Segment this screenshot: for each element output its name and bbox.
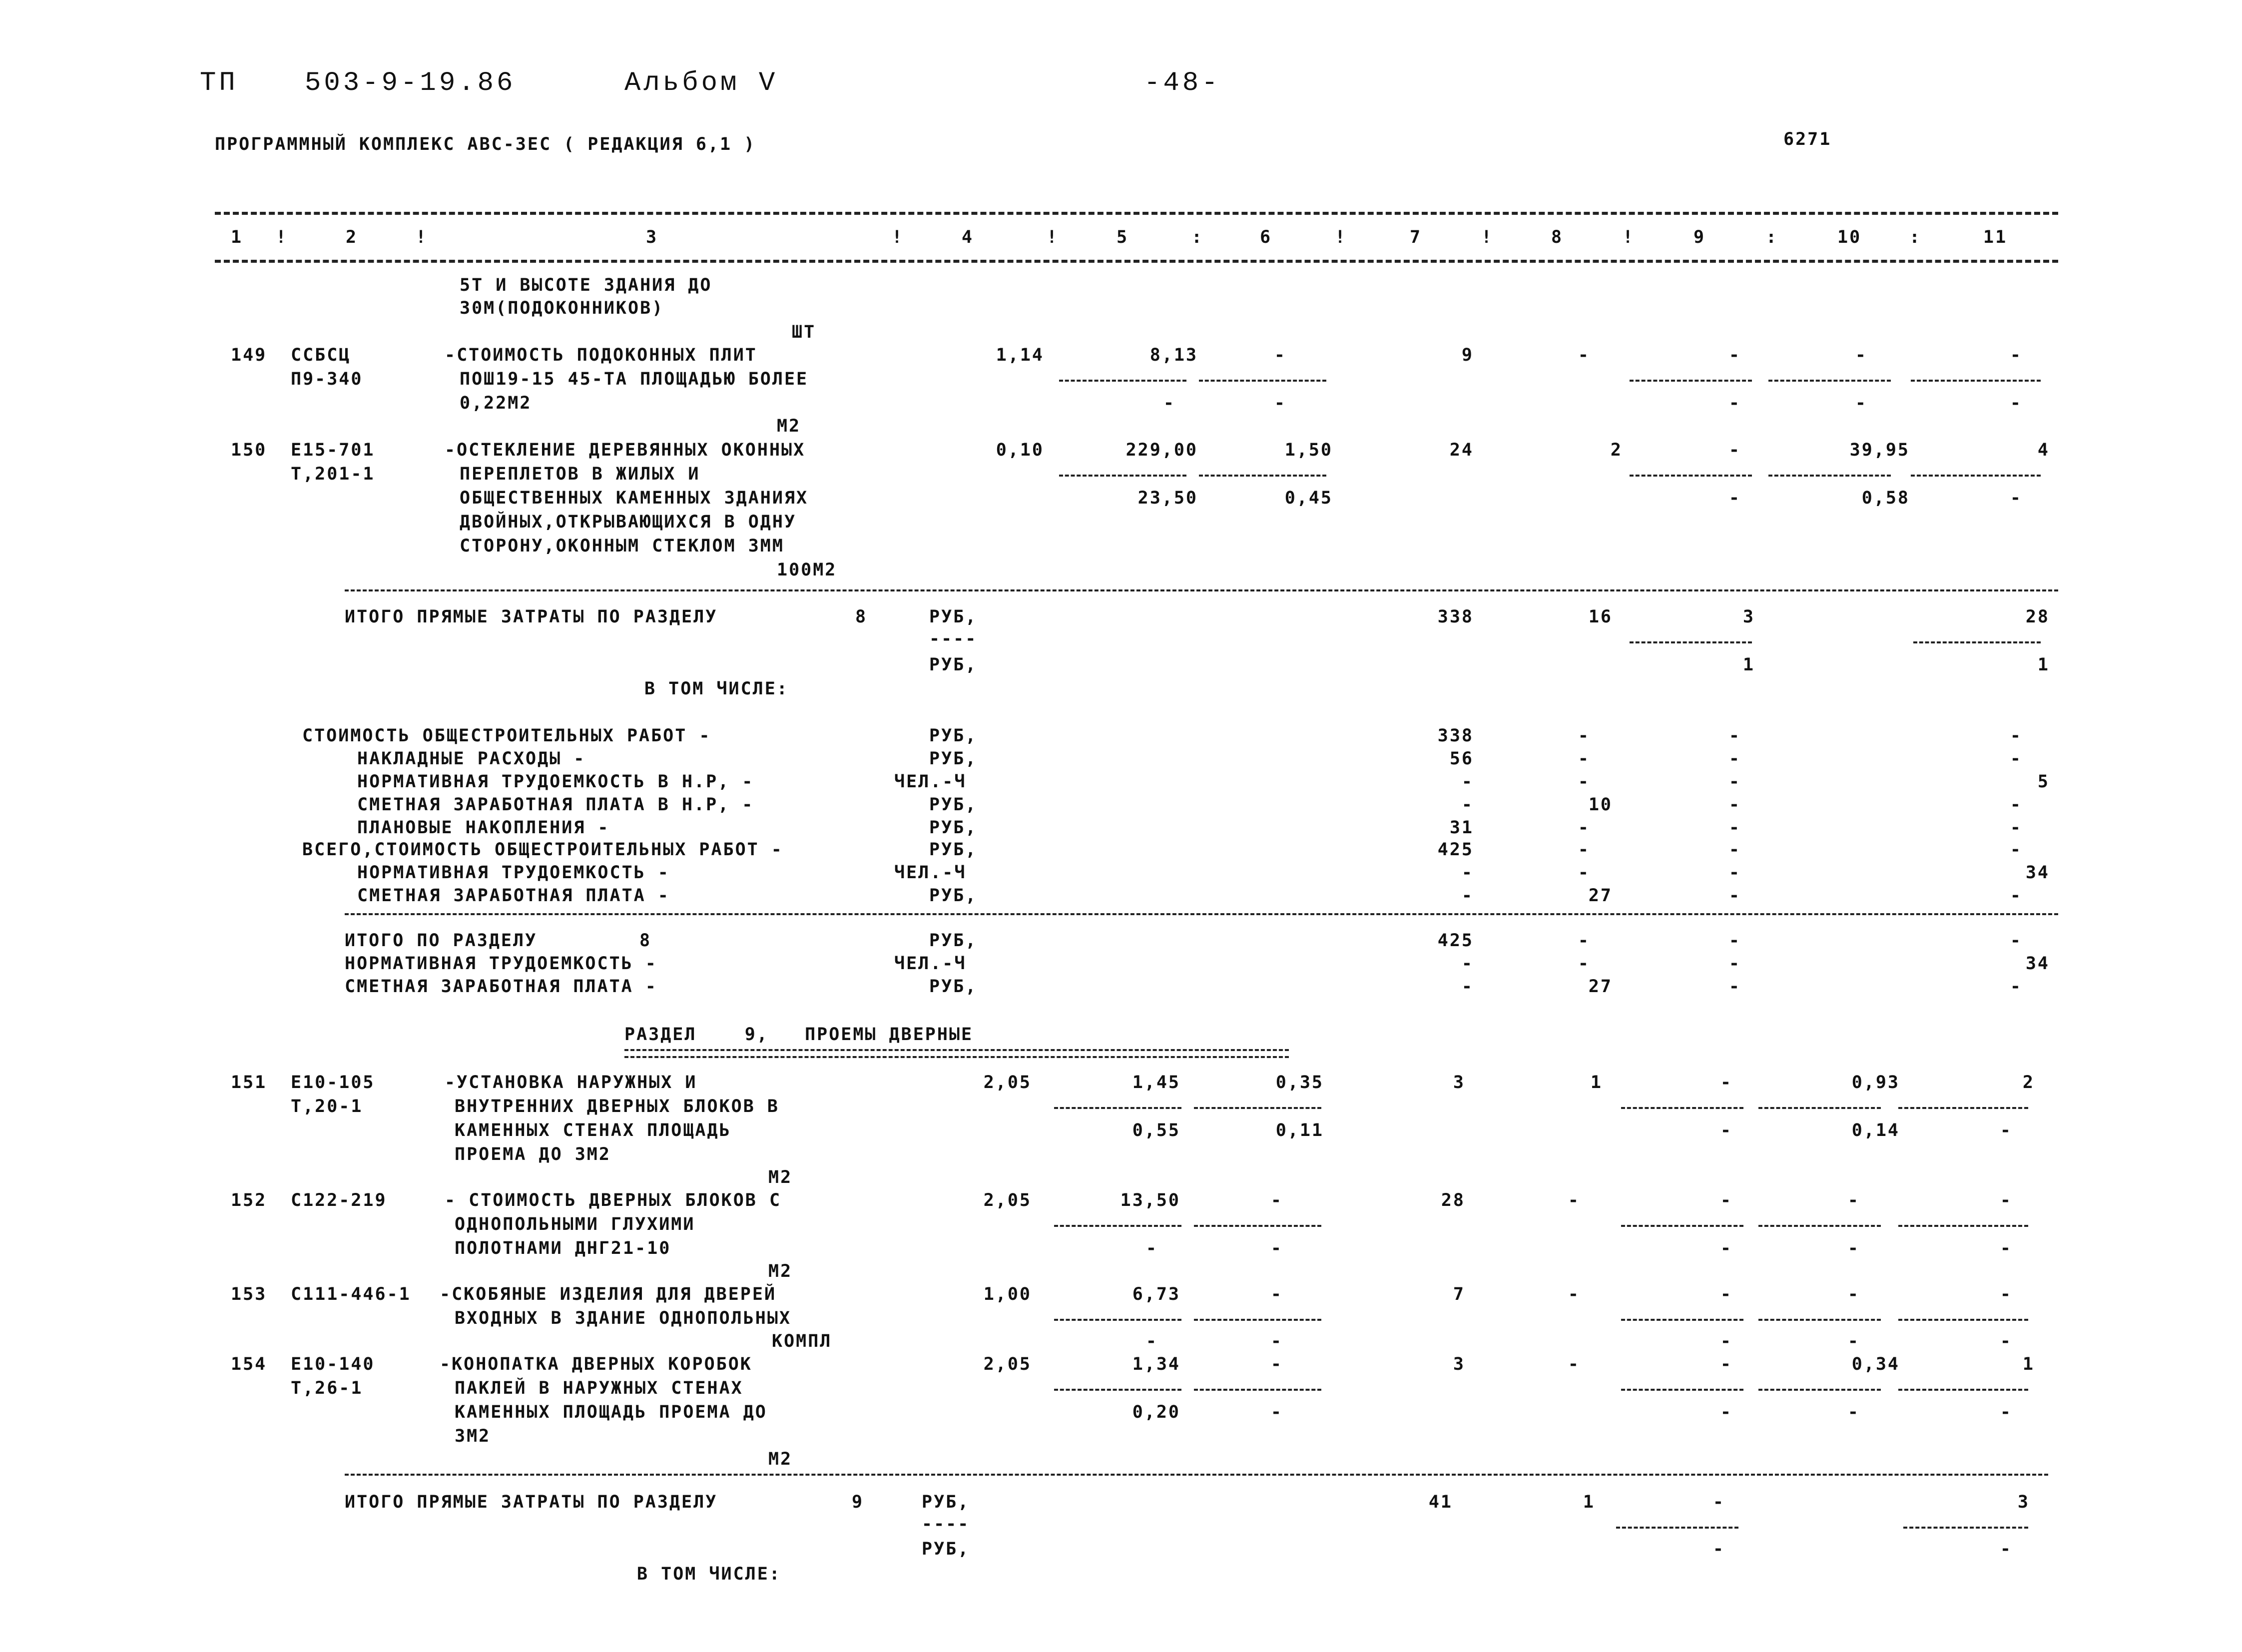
cost-cell: - <box>1461 795 1474 815</box>
cost-cell: - <box>2000 1402 2012 1422</box>
cost-cell: - <box>2000 1539 2012 1559</box>
cost-cell: - <box>1720 1073 1732 1093</box>
norm-code: С111-446-1 <box>291 1284 411 1304</box>
divider <box>1054 1107 1181 1109</box>
continued-text: 5Т И ВЫСОТЕ ЗДАНИЯ ДО <box>460 275 712 295</box>
unit-label: М2 <box>768 1167 793 1187</box>
page-number: -48- <box>1144 68 1221 98</box>
cost-cell: - <box>1720 1238 1732 1258</box>
divider <box>1059 380 1186 382</box>
column-header: 2 <box>346 227 358 247</box>
summary-label: СМЕТНАЯ ЗАРАБОТНАЯ ПЛАТА - <box>357 886 670 906</box>
total-label: ИТОГО ПРЯМЫЕ ЗАТРАТЫ ПО РАЗДЕЛУ <box>345 1492 718 1512</box>
cost-cell: 23,50 <box>1137 488 1198 508</box>
cost-cell: 338 <box>1437 607 1474 627</box>
norm-code: Т,201-1 <box>291 464 375 484</box>
cost-cell: - <box>1728 863 1741 883</box>
cost-cell: - <box>1270 1402 1283 1422</box>
cost-cell: 0,45 <box>1284 488 1333 508</box>
section-number: 8 <box>855 607 868 627</box>
divider <box>1768 475 1891 477</box>
cost-cell: 56 <box>1449 749 1474 769</box>
cost-cell: - <box>1145 1331 1158 1351</box>
work-description: ВНУТРЕННИХ ДВЕРНЫХ БЛОКОВ В <box>455 1097 779 1116</box>
divider <box>1911 475 2041 477</box>
album-label: Альбом V <box>624 68 778 98</box>
cost-cell: 24 <box>1449 440 1474 460</box>
cost-cell: 425 <box>1437 931 1474 951</box>
tp-label: ТП <box>200 68 238 98</box>
cost-cell: 3 <box>2017 1492 2030 1512</box>
divider <box>1194 1225 1321 1227</box>
divider <box>1898 1319 2028 1321</box>
divider <box>1768 380 1891 382</box>
cost-cell: 229,00 <box>1125 440 1198 460</box>
row-number: 149 <box>231 345 267 365</box>
column-header: 11 <box>1983 227 2008 247</box>
cost-cell: - <box>1728 488 1741 508</box>
cost-cell: 0,35 <box>1275 1073 1324 1093</box>
column-separator: ! <box>276 227 288 247</box>
unit-label: РУБ, <box>929 818 978 838</box>
cost-cell: 2 <box>2022 1073 2035 1093</box>
cost-cell: - <box>1568 1190 1580 1210</box>
cost-cell: 1 <box>1742 655 1755 675</box>
divider <box>1621 1225 1743 1227</box>
work-description: -СТОИМОСТЬ ПОДОКОННЫХ ПЛИТ <box>445 345 757 365</box>
cost-cell: 28 <box>2025 607 2050 627</box>
cost-cell: - <box>2010 488 2022 508</box>
divider <box>1054 1389 1181 1391</box>
cost-cell: - <box>1461 954 1474 974</box>
cost-cell: - <box>1720 1331 1732 1351</box>
cost-cell: - <box>2000 1284 2012 1304</box>
cost-cell: - <box>1728 749 1741 769</box>
unit-label: РУБ, <box>929 795 978 815</box>
section-number: 9 <box>852 1492 864 1512</box>
column-header: 6 <box>1260 227 1272 247</box>
cost-cell: - <box>1728 345 1741 365</box>
column-separator: : <box>1766 227 1778 247</box>
divider <box>1911 380 2041 382</box>
table-top-rule <box>215 212 2058 215</box>
unit-label: РУБ, <box>929 749 978 769</box>
column-separator: : <box>1909 227 1922 247</box>
work-description: КАМЕННЫХ СТЕНАХ ПЛОЩАДЬ <box>455 1120 731 1140</box>
unit-label: РУБ, <box>929 977 978 997</box>
cost-cell: - <box>2010 795 2022 815</box>
cost-cell: 8,13 <box>1149 345 1198 365</box>
work-description: -КОНОПАТКА ДВЕРНЫХ КОРОБОК <box>440 1354 752 1374</box>
divider <box>1199 475 1326 477</box>
including-label: В ТОМ ЧИСЛЕ: <box>637 1564 781 1584</box>
cost-cell: - <box>1720 1190 1732 1210</box>
column-header: 3 <box>646 227 658 247</box>
cost-cell: - <box>1578 954 1590 974</box>
cost-cell: 13,50 <box>1120 1190 1180 1210</box>
cost-cell: 34 <box>2025 954 2050 974</box>
cost-cell: - <box>1461 772 1474 792</box>
cost-cell: - <box>1270 1284 1283 1304</box>
cost-cell: - <box>2000 1331 2012 1351</box>
cost-cell: 31 <box>1449 818 1474 838</box>
cost-cell: 41 <box>1428 1492 1453 1512</box>
divider <box>1898 1225 2028 1227</box>
cost-cell: 27 <box>1588 886 1613 906</box>
unit-label: РУБ, <box>929 886 978 906</box>
quantity-cell: 2,05 <box>983 1190 1032 1210</box>
work-description: ОБЩЕСТВЕННЫХ КАМЕННЫХ ЗДАНИЯХ <box>460 488 809 508</box>
cost-cell: 0,93 <box>1851 1073 1900 1093</box>
cost-cell: - <box>1712 1492 1725 1512</box>
cost-cell: - <box>1728 440 1741 460</box>
cost-cell: - <box>1578 726 1590 746</box>
cost-cell: - <box>1145 1238 1158 1258</box>
unit-label: РУБ, <box>922 1492 970 1512</box>
cost-cell: - <box>1461 863 1474 883</box>
cost-cell: - <box>1728 393 1741 413</box>
cost-cell: - <box>1578 345 1590 365</box>
divider <box>1621 1107 1743 1109</box>
cost-cell: 1 <box>1590 1073 1603 1093</box>
unit-label: ЧЕЛ.-Ч <box>894 772 967 792</box>
cost-cell: - <box>1578 840 1590 860</box>
work-description: 3М2 <box>455 1426 491 1446</box>
row-number: 152 <box>231 1190 267 1210</box>
divider <box>1054 1225 1181 1227</box>
cost-cell: - <box>1728 795 1741 815</box>
work-description: ПОЛОТНАМИ ДНГ21-10 <box>455 1238 671 1258</box>
row-number: 151 <box>231 1073 267 1093</box>
work-description: ПЕРЕПЛЕТОВ В ЖИЛЫХ И <box>460 464 700 484</box>
cost-cell: 3 <box>1453 1354 1465 1374</box>
quantity-cell: 1,14 <box>996 345 1044 365</box>
unit-label: РУБ, <box>929 840 978 860</box>
work-description: -СКОБЯНЫЕ ИЗДЕЛИЯ ДЛЯ ДВЕРЕЙ <box>440 1284 777 1304</box>
unit-label: РУБ, <box>929 726 978 746</box>
cost-cell: 5 <box>2037 772 2050 792</box>
cost-cell: - <box>2010 726 2022 746</box>
cost-cell: - <box>1728 954 1741 974</box>
cost-cell: - <box>1728 977 1741 997</box>
section-rule <box>345 589 2058 591</box>
unit-label: РУБ, <box>929 931 978 951</box>
cost-cell: - <box>1712 1539 1725 1559</box>
section-number: 8 <box>639 931 652 951</box>
cost-cell: - <box>2010 818 2022 838</box>
norm-code: ССБСЦ <box>291 345 351 365</box>
unit-label: М2 <box>777 416 801 436</box>
summary-label: СТОИМОСТЬ ОБЩЕСТРОИТЕЛЬНЫХ РАБОТ - <box>302 726 711 746</box>
cost-cell: 0,55 <box>1132 1120 1180 1140</box>
divider <box>1616 1527 1738 1529</box>
divider <box>1758 1389 1881 1391</box>
cost-cell: - <box>1274 393 1286 413</box>
cost-cell: - <box>1728 818 1741 838</box>
unit-label: М2 <box>768 1449 793 1469</box>
title-underline <box>624 1049 1289 1058</box>
row-number: 153 <box>231 1284 267 1304</box>
cost-cell: 28 <box>1441 1190 1465 1210</box>
cost-cell: 2 <box>1610 440 1623 460</box>
unit-label: ---- <box>929 629 978 649</box>
summary-label: СМЕТНАЯ ЗАРАБОТНАЯ ПЛАТА В Н.Р, - <box>357 795 754 815</box>
cost-cell: - <box>1728 886 1741 906</box>
cost-cell: 1 <box>2037 655 2050 675</box>
column-separator: ! <box>1481 227 1494 247</box>
cost-cell: - <box>1568 1284 1580 1304</box>
cost-cell: - <box>1568 1354 1580 1374</box>
including-label: В ТОМ ЧИСЛЕ: <box>644 679 789 699</box>
divider <box>1059 475 1186 477</box>
cost-cell: - <box>1847 1331 1860 1351</box>
section-rule <box>345 913 2058 915</box>
column-separator: ! <box>1047 227 1059 247</box>
cost-cell: - <box>1847 1402 1860 1422</box>
section-title: РАЗДЕЛ 9, ПРОЕМЫ ДВЕРНЫЕ <box>624 1025 974 1045</box>
norm-code: Е15-701 <box>291 440 375 460</box>
work-description: ОДНОПОЛЬНЫМИ ГЛУХИМИ <box>455 1214 695 1234</box>
cost-cell: 1,34 <box>1132 1354 1180 1374</box>
quantity-cell: 1,00 <box>983 1284 1032 1304</box>
cost-cell: - <box>1163 393 1175 413</box>
total-label: ИТОГО ПРЯМЫЕ ЗАТРАТЫ ПО РАЗДЕЛУ <box>345 607 718 627</box>
norm-code: Е10-140 <box>291 1354 375 1374</box>
cost-cell: 16 <box>1588 607 1613 627</box>
cost-cell: 0,14 <box>1851 1120 1900 1140</box>
cost-cell: - <box>2010 886 2022 906</box>
cost-cell: 1 <box>2022 1354 2035 1374</box>
cost-cell: - <box>1720 1354 1732 1374</box>
cost-cell: 7 <box>1453 1284 1465 1304</box>
continued-text: 30М(ПОДОКОННИКОВ) <box>460 298 664 318</box>
cost-cell: 9 <box>1461 345 1474 365</box>
unit-label: КОМПЛ <box>772 1331 832 1351</box>
cost-cell: 0,34 <box>1851 1354 1900 1374</box>
cost-cell: - <box>1461 977 1474 997</box>
summary-label: НОРМАТИВНАЯ ТРУДОЕМКОСТЬ В Н.Р, - <box>357 772 754 792</box>
work-description: ПАКЛЕЙ В НАРУЖНЫХ СТЕНАХ <box>455 1378 743 1398</box>
summary-label: НОРМАТИВНАЯ ТРУДОЕМКОСТЬ - <box>357 863 670 883</box>
divider <box>1630 380 1752 382</box>
unit-label: РУБ, <box>929 607 978 627</box>
total-label: СМЕТНАЯ ЗАРАБОТНАЯ ПЛАТА - <box>345 977 657 997</box>
cost-cell: - <box>1855 345 1867 365</box>
cost-cell: - <box>1270 1331 1283 1351</box>
cost-cell: 0,20 <box>1132 1402 1180 1422</box>
norm-code: С122-219 <box>291 1190 387 1210</box>
cost-cell: - <box>1847 1190 1860 1210</box>
column-header: 8 <box>1551 227 1564 247</box>
norm-code: Т,20-1 <box>291 1097 363 1116</box>
cost-cell: - <box>1720 1402 1732 1422</box>
cost-cell: - <box>2010 931 2022 951</box>
work-description: ПРОЕМА ДО 3М2 <box>455 1144 611 1164</box>
divider <box>1898 1389 2028 1391</box>
unit-label: РУБ, <box>922 1539 970 1559</box>
unit-label: ---- <box>922 1514 970 1534</box>
row-number: 150 <box>231 440 267 460</box>
cost-cell: - <box>1578 749 1590 769</box>
cost-cell: - <box>2010 840 2022 860</box>
cost-cell: - <box>1578 818 1590 838</box>
cost-cell: 4 <box>2037 440 2050 460</box>
work-description: ПОШ19-15 45-ТА ПЛОЩАДЬЮ БОЛЕЕ <box>460 369 809 389</box>
column-separator: : <box>1191 227 1204 247</box>
document-number: 6271 <box>1783 129 1832 149</box>
cost-cell: - <box>1720 1284 1732 1304</box>
cost-cell: - <box>1578 931 1590 951</box>
cost-cell: 10 <box>1588 795 1613 815</box>
cost-cell: - <box>1274 345 1286 365</box>
cost-cell: - <box>1847 1238 1860 1258</box>
program-title: ПРОГРАММНЫЙ КОМПЛЕКС АВС-3ЕС ( РЕДАКЦИЯ 6,1 ) <box>215 134 756 154</box>
cost-cell: - <box>1728 931 1741 951</box>
cost-cell: - <box>2010 393 2022 413</box>
total-label: НОРМАТИВНАЯ ТРУДОЕМКОСТЬ - <box>345 954 657 974</box>
quantity-cell: 2,05 <box>983 1354 1032 1374</box>
work-description: 0,22М2 <box>460 393 532 413</box>
norm-code: П9-340 <box>291 369 363 389</box>
column-separator: ! <box>1335 227 1347 247</box>
cost-cell: 1 <box>1583 1492 1595 1512</box>
cost-cell: - <box>1855 393 1867 413</box>
cost-cell: - <box>1270 1354 1283 1374</box>
cost-cell: - <box>2000 1190 2012 1210</box>
cost-cell: - <box>1461 886 1474 906</box>
work-description: СТОРОНУ,ОКОННЫМ СТЕКЛОМ 3ММ <box>460 536 784 556</box>
cost-cell: - <box>2000 1120 2012 1140</box>
cost-cell: 0,11 <box>1275 1120 1324 1140</box>
unit-label: РУБ, <box>929 655 978 675</box>
column-header: 4 <box>962 227 974 247</box>
cost-cell: - <box>1728 840 1741 860</box>
column-header: 5 <box>1117 227 1129 247</box>
column-header: 10 <box>1837 227 1862 247</box>
cost-cell: - <box>2010 977 2022 997</box>
unit-label: ЧЕЛ.-Ч <box>894 954 967 974</box>
work-description: КАМЕННЫХ ПЛОЩАДЬ ПРОЕМА ДО <box>455 1402 767 1422</box>
column-separator: ! <box>892 227 904 247</box>
cost-cell: - <box>1270 1238 1283 1258</box>
divider <box>1194 1107 1321 1109</box>
divider <box>1054 1319 1181 1321</box>
work-description: - СТОИМОСТЬ ДВЕРНЫХ БЛОКОВ С <box>445 1190 782 1210</box>
column-header: 7 <box>1410 227 1422 247</box>
cost-cell: 425 <box>1437 840 1474 860</box>
summary-label: ПЛАНОВЫЕ НАКОПЛЕНИЯ - <box>357 818 610 838</box>
column-header: 9 <box>1693 227 1706 247</box>
divider <box>1621 1389 1743 1391</box>
column-separator: ! <box>1623 227 1635 247</box>
quantity-cell: 2,05 <box>983 1073 1032 1093</box>
divider <box>1621 1319 1743 1321</box>
divider <box>1758 1319 1881 1321</box>
column-header-rule <box>215 260 2058 263</box>
cost-cell: - <box>1847 1284 1860 1304</box>
cost-cell: 3 <box>1742 607 1755 627</box>
project-code: 503-9-19.86 <box>305 68 516 98</box>
cost-cell: 1,45 <box>1132 1073 1180 1093</box>
divider <box>1194 1389 1321 1391</box>
unit-label: ЧЕЛ.-Ч <box>894 863 967 883</box>
column-separator: ! <box>416 227 428 247</box>
cost-cell: - <box>2000 1238 2012 1258</box>
divider <box>1199 380 1326 382</box>
row-number: 154 <box>231 1354 267 1374</box>
cost-cell: - <box>1720 1120 1732 1140</box>
cost-cell: 3 <box>1453 1073 1465 1093</box>
cost-cell: 27 <box>1588 977 1613 997</box>
column-header: 1 <box>231 227 243 247</box>
work-description: ВХОДНЫХ В ЗДАНИЕ ОДНОПОЛЬНЫХ <box>455 1308 792 1328</box>
cost-cell: - <box>1728 772 1741 792</box>
summary-label: НАКЛАДНЫЕ РАСХОДЫ - <box>357 749 586 769</box>
divider <box>1913 641 2041 643</box>
cost-cell: - <box>1270 1190 1283 1210</box>
divider <box>1194 1319 1321 1321</box>
divider <box>1758 1107 1881 1109</box>
cost-cell: 1,50 <box>1284 440 1333 460</box>
total-label: ИТОГО ПО РАЗДЕЛУ <box>345 931 538 951</box>
unit-label: 100М2 <box>777 560 837 580</box>
summary-label: ВСЕГО,СТОИМОСТЬ ОБЩЕСТРОИТЕЛЬНЫХ РАБОТ - <box>302 840 783 860</box>
cost-cell: - <box>2010 345 2022 365</box>
cost-cell: - <box>1728 726 1741 746</box>
divider <box>1758 1225 1881 1227</box>
cost-cell: 0,58 <box>1861 488 1910 508</box>
work-description: -ОСТЕКЛЕНИЕ ДЕРЕВЯННЫХ ОКОННЫХ <box>445 440 806 460</box>
work-description: ДВОЙНЫХ,ОТКРЫВАЮЩИХСЯ В ОДНУ <box>460 512 797 532</box>
quantity-cell: 0,10 <box>996 440 1044 460</box>
cost-cell: 39,95 <box>1849 440 1910 460</box>
cost-cell: - <box>2010 749 2022 769</box>
norm-code: Т,26-1 <box>291 1378 363 1398</box>
divider <box>1630 641 1752 643</box>
divider <box>1898 1107 2028 1109</box>
divider <box>1630 475 1752 477</box>
unit-label: ШТ <box>792 322 816 342</box>
cost-cell: 338 <box>1437 726 1474 746</box>
divider <box>1903 1527 2028 1529</box>
cost-cell: - <box>1578 863 1590 883</box>
work-description: -УСТАНОВКА НАРУЖНЫХ И <box>445 1073 697 1093</box>
norm-code: Е10-105 <box>291 1073 375 1093</box>
cost-cell: 6,73 <box>1132 1284 1180 1304</box>
unit-label: М2 <box>768 1261 793 1281</box>
cost-cell: 34 <box>2025 863 2050 883</box>
section-rule <box>345 1474 2048 1476</box>
cost-cell: - <box>1578 772 1590 792</box>
